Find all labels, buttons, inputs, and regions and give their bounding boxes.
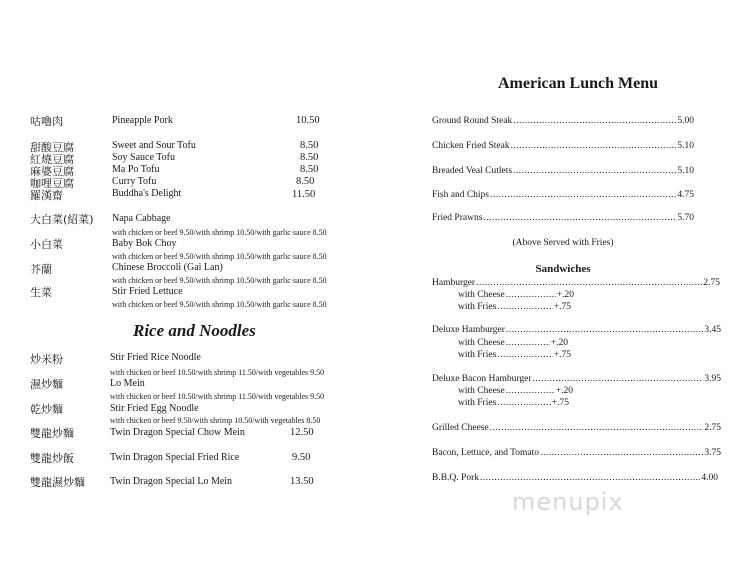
addon-price: +.20 bbox=[555, 386, 573, 396]
served-with-note: (Above Served with Fries) bbox=[512, 238, 614, 248]
addon-price: +.20 bbox=[550, 338, 568, 348]
dish-options: with chicken or beef 9.50/with shrimp 10.50/with garlic sauce 8.50 bbox=[112, 276, 327, 285]
item-price: 4.00 bbox=[701, 473, 718, 483]
item-price: 3.75 bbox=[704, 448, 721, 458]
menu-item bbox=[432, 473, 718, 483]
leader-dots bbox=[506, 338, 550, 348]
dish-name: Twin Dragon Special Lo Mein bbox=[110, 476, 233, 487]
dish-price: 10.50 bbox=[296, 115, 320, 126]
leader-dots bbox=[490, 190, 676, 200]
dish-name: Napa Cabbage bbox=[112, 213, 171, 224]
addon-name: with Cheese bbox=[458, 338, 505, 348]
dish-name: Stir Fried Egg Noodle bbox=[110, 403, 199, 414]
menu-title: American Lunch Menu bbox=[498, 75, 658, 92]
dish-chinese-name: 紅燒豆腐 bbox=[30, 153, 74, 166]
menu-item bbox=[432, 423, 721, 433]
menu-item bbox=[432, 278, 720, 288]
section-title-sandwiches: Sandwiches bbox=[535, 263, 591, 275]
dish-chinese-name: 生菜 bbox=[30, 286, 52, 299]
item-price: 5.00 bbox=[677, 116, 694, 126]
dish-chinese-name: 小白菜 bbox=[30, 238, 63, 251]
addon-item bbox=[458, 350, 571, 360]
dish-chinese-name: 濕炒麵 bbox=[30, 378, 63, 391]
item-name: Deluxe Bacon Hamburger bbox=[432, 374, 532, 384]
item-price: 5.70 bbox=[677, 213, 694, 223]
item-price: 2.75 bbox=[703, 278, 720, 288]
leader-dots bbox=[513, 166, 676, 176]
leader-dots bbox=[506, 290, 556, 300]
menu-item bbox=[432, 141, 694, 151]
dish-chinese-name: 大白菜(紹菜) bbox=[30, 213, 94, 226]
dish-name: Twin Dragon Special Fried Rice bbox=[110, 452, 240, 463]
dish-chinese-name: 乾炒麵 bbox=[30, 403, 63, 416]
item-name: Ground Round Steak bbox=[432, 116, 513, 126]
addon-price: +.20 bbox=[556, 290, 574, 300]
addon-name: with Cheese bbox=[458, 386, 505, 396]
item-price: 3.45 bbox=[704, 325, 721, 335]
dish-options: with chicken or beef 9.50/with shrimp 10.50/with garlic sauce 8.50 bbox=[112, 252, 327, 261]
dish-chinese-name: 甜酸豆腐 bbox=[30, 141, 74, 154]
dish-name: Sweet and Sour Tofu bbox=[112, 140, 196, 151]
addon-item bbox=[458, 302, 571, 312]
leader-dots bbox=[540, 448, 703, 458]
addon-name: with Cheese bbox=[458, 290, 505, 300]
addon-name: with Fries bbox=[458, 398, 497, 408]
item-name: Hamburger bbox=[432, 278, 476, 288]
dish-chinese-name: 羅漢齋 bbox=[30, 189, 63, 202]
item-name: Grilled Cheese bbox=[432, 423, 489, 433]
dish-name: Ma Po Tofu bbox=[112, 164, 160, 175]
leader-dots bbox=[506, 386, 555, 396]
addon-item bbox=[458, 338, 568, 348]
leader-dots bbox=[480, 473, 700, 483]
item-name: Deluxe Hamburger bbox=[432, 325, 505, 335]
addon-price: +.75 bbox=[553, 302, 571, 312]
dish-price: 8.50 bbox=[296, 176, 315, 187]
item-price: 3.95 bbox=[704, 374, 721, 384]
leader-dots bbox=[513, 116, 676, 126]
dish-chinese-name: 雙龍濕炒麵 bbox=[30, 476, 85, 489]
dish-chinese-name: 麻婆豆腐 bbox=[30, 165, 74, 178]
menu-item bbox=[432, 448, 721, 458]
leader-dots bbox=[497, 302, 553, 312]
section-title-rice-noodles: Rice and Noodles bbox=[133, 321, 256, 340]
dish-options: with chicken or beef 9.50/with shrimp 10.50/with garlic sauce 8.50 bbox=[112, 228, 327, 237]
leader-dots bbox=[476, 278, 702, 288]
addon-item bbox=[458, 290, 574, 300]
dish-price: 11.50 bbox=[292, 189, 316, 200]
addon-price: +.75 bbox=[553, 350, 571, 360]
dish-options: with chicken or beef 10.50/with shrimp 11.50/with vegetables 9.50 bbox=[110, 392, 325, 401]
dish-options: with chicken or beef 9.50/with shrimp 10.50/with vegetables 8.50 bbox=[110, 416, 321, 425]
leader-dots bbox=[533, 374, 704, 384]
dish-price: 8.50 bbox=[300, 140, 319, 151]
menu-item bbox=[432, 190, 694, 200]
dish-chinese-name: 雙龍炒麵 bbox=[30, 427, 74, 440]
dish-name: Lo Mein bbox=[110, 378, 145, 389]
dish-chinese-name: 芥蘭 bbox=[30, 263, 52, 276]
menu-item bbox=[432, 213, 694, 223]
leader-dots bbox=[506, 325, 703, 335]
addon-price: +.75 bbox=[551, 398, 569, 408]
dish-price: 13.50 bbox=[290, 476, 314, 487]
dish-price: 9.50 bbox=[292, 452, 311, 463]
addon-name: with Fries bbox=[458, 350, 497, 360]
watermark-logo: menupix bbox=[512, 488, 624, 516]
menu-item bbox=[432, 374, 721, 384]
dish-name: Twin Dragon Special Chow Mein bbox=[110, 427, 245, 438]
leader-dots bbox=[511, 141, 677, 151]
menu-item bbox=[432, 116, 694, 126]
dish-name: Stir Fried Rice Noodle bbox=[110, 352, 201, 363]
item-name: Fried Prawns bbox=[432, 213, 483, 223]
dish-name: Curry Tofu bbox=[112, 176, 157, 187]
dish-chinese-name: 咕嚕肉 bbox=[30, 115, 63, 128]
leader-dots bbox=[490, 423, 704, 433]
item-price: 4.75 bbox=[677, 190, 694, 200]
menu-item bbox=[432, 325, 721, 335]
leader-dots bbox=[497, 350, 553, 360]
menu-item bbox=[432, 166, 694, 176]
leader-dots bbox=[483, 213, 676, 223]
item-name: Breaded Veal Cutlets bbox=[432, 166, 513, 176]
addon-item bbox=[458, 386, 573, 396]
item-name: B.B.Q. Pork bbox=[432, 473, 479, 483]
item-price: 5.10 bbox=[677, 166, 694, 176]
leader-dots bbox=[497, 398, 551, 408]
dish-price: 8.50 bbox=[300, 152, 319, 163]
item-price: 2.75 bbox=[704, 423, 721, 433]
dish-name: Chinese Broccoli (Gai Lan) bbox=[112, 262, 223, 273]
dish-chinese-name: 炒米粉 bbox=[30, 353, 63, 366]
item-price: 5.10 bbox=[677, 141, 694, 151]
dish-options: with chicken or beef 9.50/with shrimp 10.50/with garlic sauce 8.50 bbox=[112, 300, 327, 309]
dish-chinese-name: 咖哩豆腐 bbox=[30, 177, 74, 190]
dish-name: Buddha's Delight bbox=[112, 188, 182, 199]
dish-name: Stir Fried Lettuce bbox=[112, 286, 183, 297]
dish-price: 12.50 bbox=[290, 427, 314, 438]
item-name: Chicken Fried Steak bbox=[432, 141, 510, 151]
dish-name: Soy Sauce Tofu bbox=[112, 152, 175, 163]
item-name: Fish and Chips bbox=[432, 190, 490, 200]
addon-item bbox=[458, 398, 569, 408]
dish-chinese-name: 雙龍炒飯 bbox=[30, 452, 74, 465]
addon-name: with Fries bbox=[458, 302, 497, 312]
dish-name: Pineapple Pork bbox=[112, 115, 173, 126]
dish-name: Baby Bok Choy bbox=[112, 238, 177, 249]
item-name: Bacon, Lettuce, and Tomato bbox=[432, 448, 540, 458]
dish-price: 8.50 bbox=[300, 164, 319, 175]
dish-options: with chicken or beef 10.50/with shrimp 11.50/with vegetables 9.50 bbox=[110, 368, 325, 377]
